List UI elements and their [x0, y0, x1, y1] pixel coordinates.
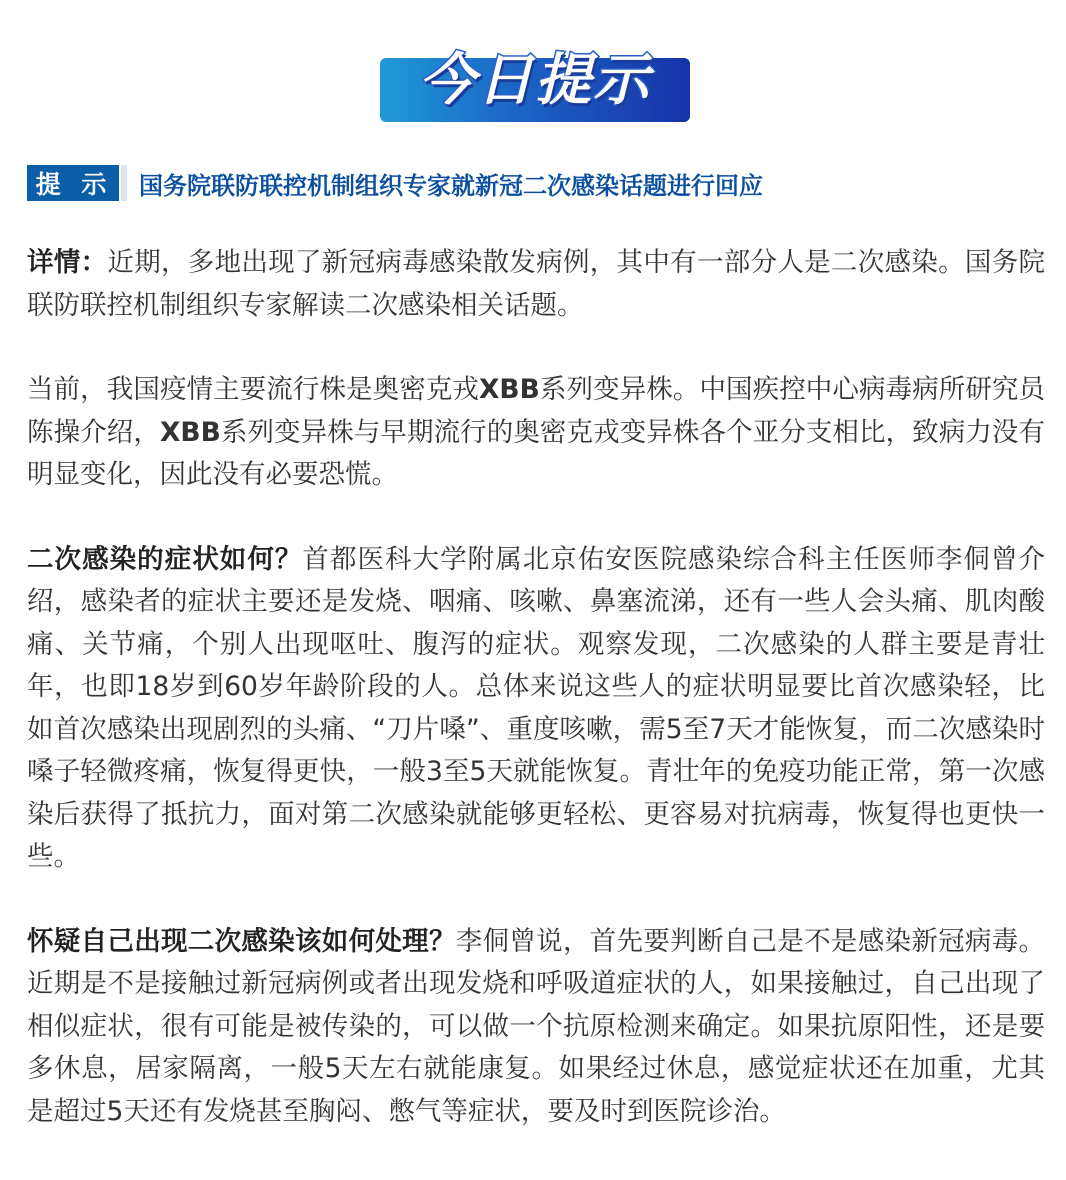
- paragraph-handling: [27, 921, 1045, 1134]
- tip-badge-accent: [121, 165, 127, 201]
- paragraph-text: 系列变异株。中国疾控中心病毒病所研究员陈操介绍，: [27, 374, 1046, 448]
- today-tip-banner: [380, 38, 690, 124]
- paragraph-current-strain: [27, 369, 1045, 497]
- paragraph-text: 当前，我国疫情主要流行株是奥密克戎: [27, 374, 479, 405]
- paragraph-text: 系列变异株与早期流行的奥密克戎变异株各个亚分支相比，致病力没有明显变化，因此没有必要恐慌。: [27, 416, 1046, 490]
- tip-badge: 提 示: [27, 165, 119, 201]
- paragraph-text: 近期，多地出现了新冠病毒感染散发病例，其中有一部分人是二次感染。国务院联防联控机制组织专家解读二次感染相关话题。: [27, 247, 1046, 321]
- paragraph-lead: 二次感染的症状如何？: [27, 543, 303, 575]
- paragraph-lead: 怀疑自己出现二次感染该如何处理？: [27, 925, 456, 957]
- banner-title: 今日提示: [419, 48, 651, 113]
- paragraph-lead: 详情：: [27, 247, 108, 278]
- tip-header: [27, 165, 763, 201]
- paragraph-text: 首都医科大学附属北京佑安医院感染综合科主任医师李侗曾介绍，感染者的症状主要还是发烧、咽痛、咳嗽、鼻塞流涕，还有一些人会头痛、肌肉酸痛、关节痛，个别人出现呕吐、腹泻的症状。观察发现，二次感染的人群主要是青壮年，也即18岁到60岁年龄阶段的人。总体来说这些人的症状明显要比首次感染轻，比如首次感染出现剧烈的头痛、“刀片嗓”、重度咳嗽，需5至7天才能恢复，而二次感染时嗓子轻微疼痛，恢复得更快，一般3至5天就能恢复。青壮年的免疫功能正常，第一次感染后获得了抵抗力，面对第二次感染就能够更轻松、更容易对抗病毒，恢复得也更快一些。: [27, 543, 1046, 872]
- strain-name: XBB: [479, 374, 540, 405]
- paragraph-symptoms: [27, 539, 1045, 879]
- article-body: [27, 242, 1045, 1175]
- paragraph-text: 李侗曾说，首先要判断自己是不是感染新冠病毒。近期是不是接触过新冠病例或者出现发烧和呼吸道症状的人，如果接触过，自己出现了相似症状，很有可能是被传染的，可以做一个抗原检测来确定。如果抗原阳性，还是要多休息，居家隔离，一般5天左右就能康复。如果经过休息，感觉症状还在加重，尤其是超过5天还有发烧甚至胸闷、憋气等症状，要及时到医院诊治。: [27, 925, 1046, 1127]
- paragraph-details: [27, 242, 1045, 327]
- tip-headline: 国务院联防联控机制组织专家就新冠二次感染话题进行回应: [139, 171, 763, 200]
- strain-name: XBB: [159, 416, 221, 448]
